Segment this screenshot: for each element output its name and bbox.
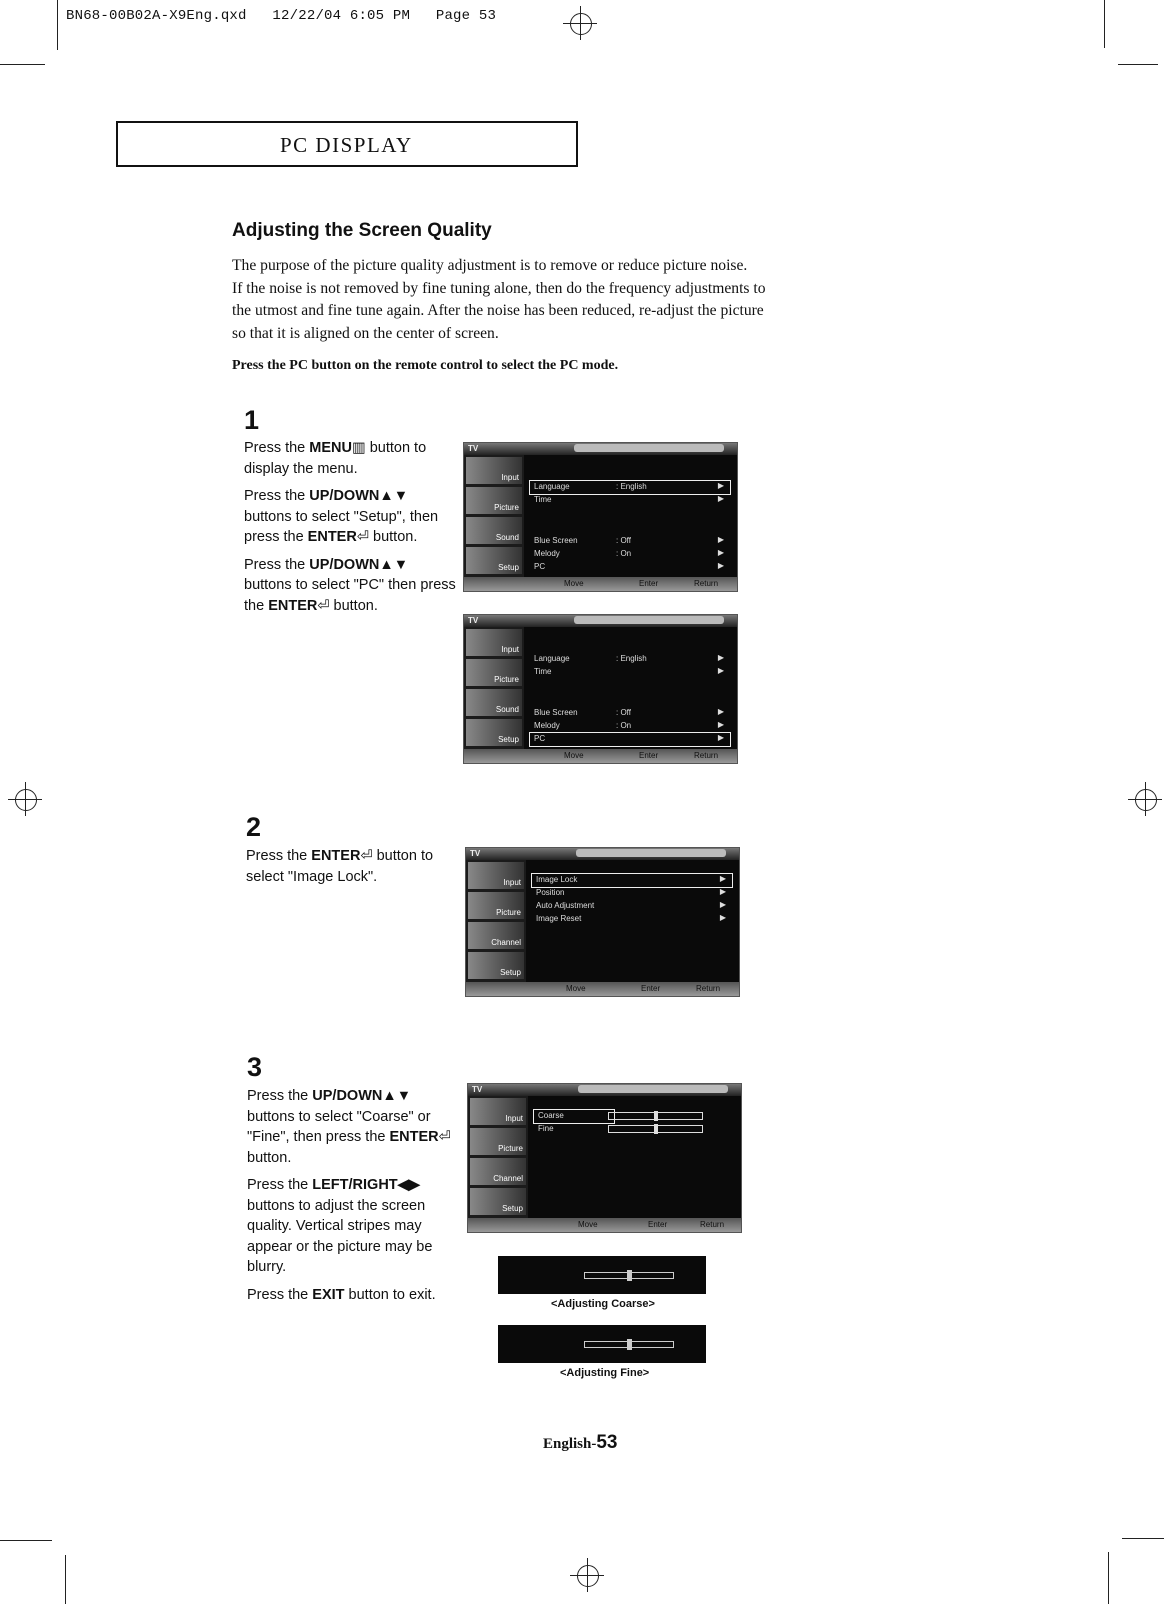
crop-mark	[1108, 1552, 1109, 1604]
enter-icon: ⏎	[317, 597, 330, 614]
enter-icon: ⏎	[360, 848, 373, 864]
crop-mark	[1118, 64, 1158, 65]
crop-mark	[65, 1555, 66, 1604]
step-1-text: Press the MENU▥ button to display the menu. Press the UP/DOWN▲▼ buttons to select "Setup", then press the ENTER⏎ button. Press the UP/DOWN▲▼ buttons to select "PC" then press the ENTER⏎ button.	[244, 440, 456, 614]
section-title-box	[116, 121, 578, 167]
menu-icon: ▥	[351, 440, 366, 456]
osd-setup-menu: TV Input Picture Sound Setup Language : English ▶ Time ▶ Blue Screen : Off ▶ Melody : On ▶ PC ▶ Move Enter Return	[463, 442, 738, 592]
crop-mark	[57, 0, 58, 50]
pc-mode-note: Press the PC button on the remote control to select the PC mode.	[232, 358, 619, 373]
osd-setup-menu-pc: TV Input Picture Sound Setup Language : English ▶ Time ▶ Blue Screen : Off ▶ Melody : On ▶ PC ▶ Move Enter Return	[463, 614, 738, 764]
step-2-text: Press the ENTER⏎ button to select "Image Lock".	[246, 848, 434, 885]
coarse-slider	[608, 1112, 703, 1120]
intro-line: so that it is aligned on the center of screen.	[232, 324, 499, 342]
coarse-adjust-bar	[498, 1256, 706, 1294]
registration-mark	[570, 1558, 604, 1592]
step-3-text: Press the UP/DOWN▲▼ buttons to select "Coarse" or "Fine", then press the ENTER⏎ button. Press the LEFT/RIGHT◀▶ buttons to adjust the screen quality. Vertical stripes may appear or the picture may be blurry. Press the EXIT button to exit.	[247, 1088, 451, 1303]
intro-line: the utmost and fine tune again. After the noise has been reduced, re-adjust the picture	[232, 302, 764, 319]
registration-mark	[563, 6, 597, 40]
enter-icon: ⏎	[356, 529, 369, 545]
crop-mark	[1104, 0, 1105, 48]
osd-image-lock: TV Input Picture Channel Setup Coarse Fine Move Enter Return	[467, 1083, 742, 1233]
caption-fine: <Adjusting Fine>	[560, 1367, 650, 1379]
fine-adjust-bar	[498, 1325, 706, 1363]
intro-line: The purpose of the picture quality adjustment is to remove or reduce picture noise.	[232, 257, 748, 274]
registration-mark	[1128, 782, 1162, 816]
intro-paragraph	[232, 255, 872, 345]
page-footer: English-53	[543, 1432, 618, 1453]
registration-mark	[8, 782, 42, 816]
section-title: PC DISPLAY	[280, 133, 413, 157]
file-slug: BN68-00B02A-X9Eng.qxd 12/22/04 6:05 PM Page 53	[66, 8, 497, 24]
page-heading: Adjusting the Screen Quality	[232, 220, 492, 241]
fine-slider	[608, 1125, 703, 1133]
enter-icon: ⏎	[438, 1129, 451, 1145]
step-number: 1	[244, 405, 260, 435]
osd-pc-menu: TV Input Picture Channel Setup Image Lock ▶ Position ▶ Auto Adjustment ▶ Image Reset ▶ Move Enter Return	[465, 847, 740, 997]
intro-line: If the noise is not removed by fine tuning alone, then do the frequency adjustments to	[232, 279, 766, 297]
crop-mark	[1122, 1538, 1164, 1539]
crop-mark	[0, 1540, 52, 1541]
step-number: 3	[247, 1052, 263, 1082]
caption-coarse: <Adjusting Coarse>	[551, 1298, 655, 1310]
crop-mark	[0, 64, 45, 65]
step-number: 2	[246, 812, 262, 842]
